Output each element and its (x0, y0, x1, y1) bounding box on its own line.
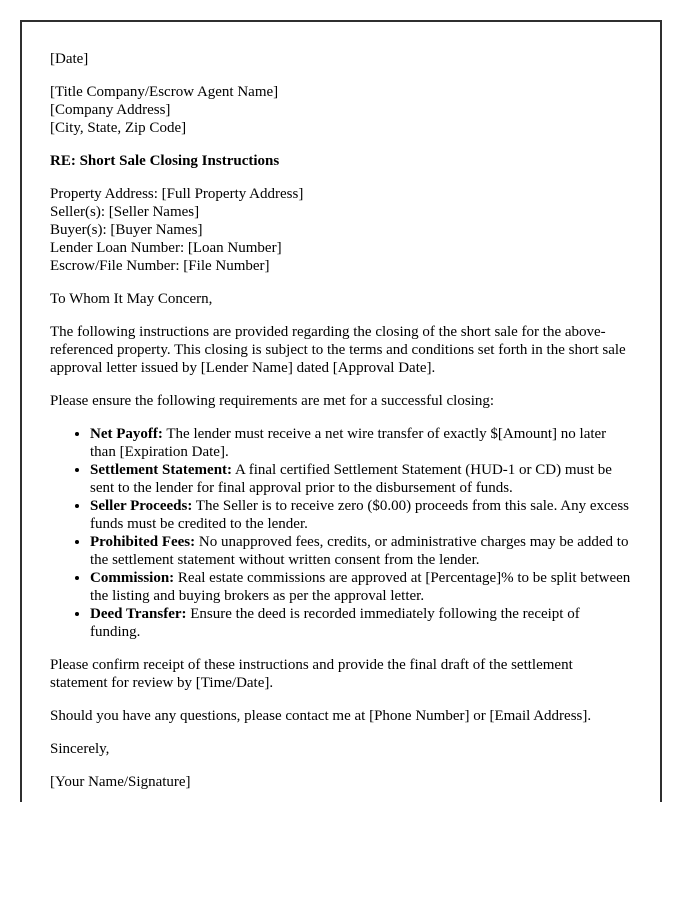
subject-line: RE: Short Sale Closing Instructions (50, 153, 280, 169)
requirement-label: Settlement Statement: (90, 462, 233, 478)
requirement-text: A final certified Settlement Statement (HUD-1 or CD) must be sent to the lender for final approval prior to the disbursement of funds. (90, 462, 612, 496)
requirement-text: Ensure the deed is recorded immediately following the receipt of funding. (90, 606, 580, 640)
requirement-item-net-payoff (90, 425, 632, 461)
signature-line: [Your Name/Signature] (50, 774, 191, 790)
contact-paragraph: Should you have any questions, please contact me at [Phone Number] or [Email Address]. (50, 708, 592, 724)
confirmation-paragraph: Please confirm receipt of these instructions and provide the final draft of the settlement statement for review by [Time/Date]. (50, 657, 573, 691)
recipient-block (50, 83, 632, 137)
recipient-address: [Company Address] (50, 102, 171, 118)
reference-property-address: Property Address: [Full Property Address] (50, 186, 304, 202)
recipient-name: [Title Company/Escrow Agent Name] (50, 84, 279, 100)
requirements-intro: Please ensure the following requirements are met for a successful closing: (50, 393, 495, 409)
requirement-item-deed-transfer (90, 605, 632, 641)
requirement-label: Deed Transfer: (90, 606, 187, 622)
requirement-label: Commission: (90, 570, 175, 586)
closing-line: Sincerely, (50, 741, 110, 757)
requirement-item-seller-proceeds (90, 497, 632, 533)
requirement-text: The lender must receive a net wire transfer of exactly $[Amount] no later than [Expiration Date]. (90, 426, 607, 460)
requirement-item-settlement-statement (90, 461, 632, 497)
reference-escrow-file-number: Escrow/File Number: [File Number] (50, 258, 270, 274)
date-line: [Date] (50, 51, 89, 67)
requirement-item-prohibited-fees (90, 533, 632, 569)
requirement-text: Real estate commissions are approved at [Percentage]% to be split between the listing and buying brokers as per the approval letter. (90, 570, 631, 604)
requirement-label: Net Payoff: (90, 426, 163, 442)
intro-paragraph: The following instructions are provided regarding the closing of the short sale for the above-referenced property. This closing is subject to the terms and conditions set forth in the short sale approval letter issued by [Lender Name] dated [Approval Date]. (50, 324, 626, 376)
reference-buyers: Buyer(s): [Buyer Names] (50, 222, 203, 238)
letter-page (20, 20, 662, 802)
salutation: To Whom It May Concern, (50, 291, 213, 307)
requirement-text: No unapproved fees, credits, or administrative charges may be added to the settlement statement without written consent from the lender. (90, 534, 629, 568)
requirement-label: Prohibited Fees: (90, 534, 196, 550)
reference-sellers: Seller(s): [Seller Names] (50, 204, 200, 220)
reference-lender-loan-number: Lender Loan Number: [Loan Number] (50, 240, 282, 256)
reference-block (50, 185, 632, 275)
requirement-label: Seller Proceeds: (90, 498, 193, 514)
requirement-item-commission (90, 569, 632, 605)
requirement-text: The Seller is to receive zero ($0.00) proceeds from this sale. Any excess funds must be credited to the lender. (90, 498, 629, 532)
recipient-city-state-zip: [City, State, Zip Code] (50, 120, 187, 136)
requirements-list (50, 425, 632, 641)
